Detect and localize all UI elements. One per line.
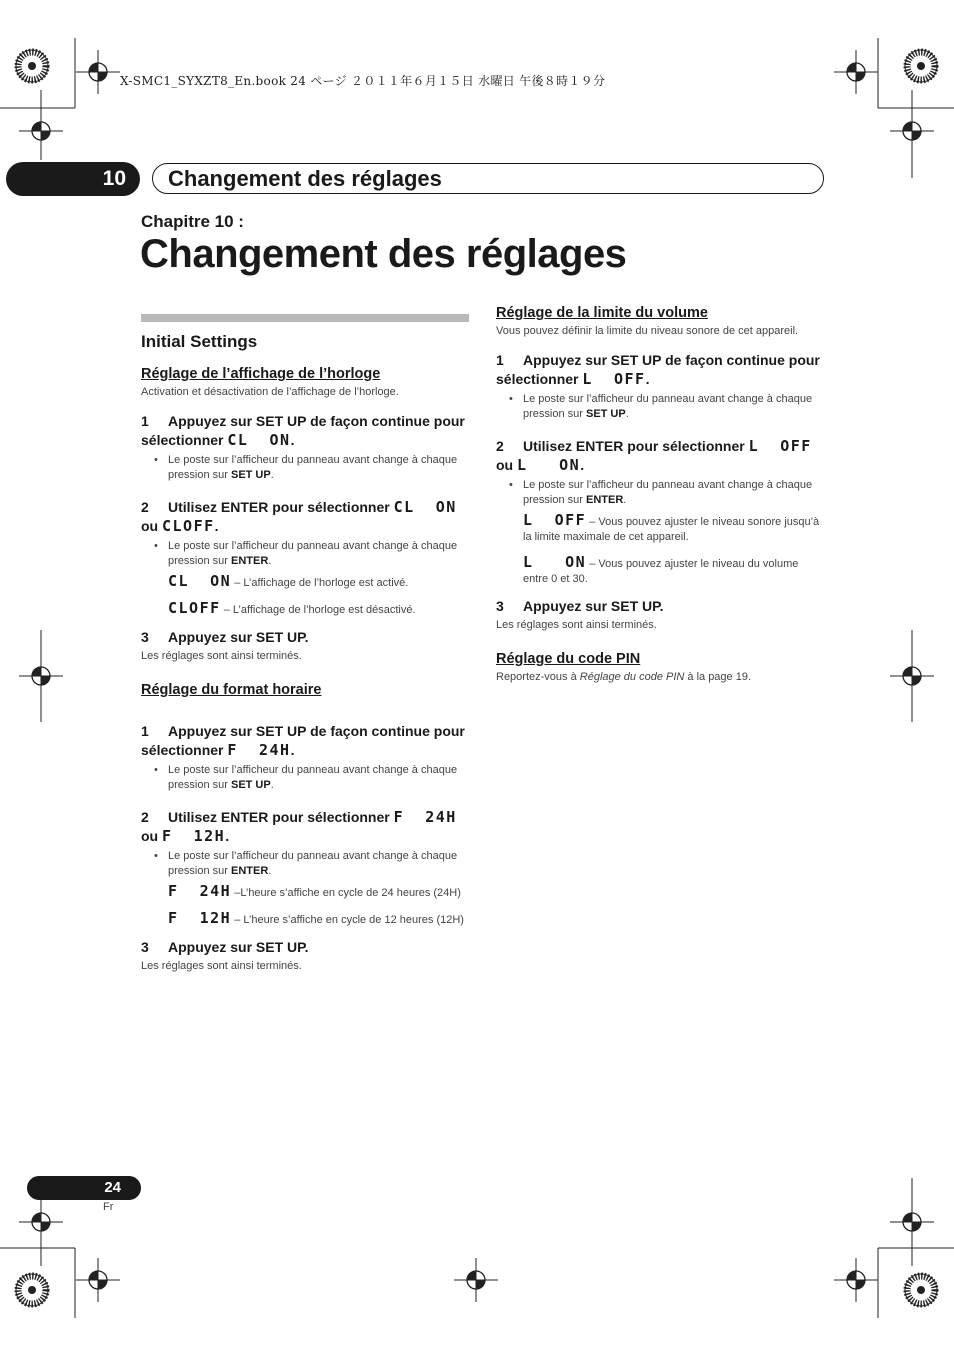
volume-done: Les réglages sont ainsi terminés.	[496, 619, 657, 631]
format-step-2: 2 Utilisez ENTER pour sélectionner F 24H ou F 12H.	[141, 808, 457, 845]
volume-step-3: 3 Appuyez sur SET UP.	[496, 598, 664, 614]
chapter-number-badge: 10	[6, 162, 140, 196]
volume-step-2: 2 Utilisez ENTER pour sélectionner L OFF ou L ON.	[496, 437, 812, 474]
clock-option-off: CLOFF – L’affichage de l’horloge est désactivé.	[168, 599, 416, 617]
lcd-text: CL ON	[227, 431, 291, 449]
chapter-label: Chapitre 10 :	[141, 212, 244, 231]
right-column	[496, 305, 826, 697]
format-heading: Réglage du format horaire	[141, 682, 322, 698]
clock-done: Les réglages sont ainsi terminés.	[141, 650, 302, 662]
print-header-line: X-SMC1_SYXZT8_En.book 24 ページ ２０１１年６月１５日 水曜日 午後８時１９分	[120, 74, 606, 88]
format-bullet-1: • Le poste sur l’afficheur du panneau avant change à chaque pression sur SET UP.	[141, 763, 471, 792]
clock-step-2: 2 Utilisez ENTER pour sélectionner CL ON ou CLOFF.	[141, 498, 457, 535]
clock-option-on: CL ON – L’affichage de l’horloge est activé.	[168, 572, 409, 590]
chapter-header-title: Changement des réglages	[152, 163, 824, 194]
pin-heading: Réglage du code PIN	[496, 651, 641, 667]
format-step-1: 1 Appuyez sur SET UP de façon continue pour sélectionner F 24H.	[141, 723, 465, 759]
page-title: Changement des réglages	[140, 232, 627, 276]
format-bullet-2: • Le poste sur l’afficheur du panneau avant change à chaque pression sur ENTER.	[141, 849, 471, 878]
page-language: Fr	[103, 1201, 114, 1213]
format-step-3: 3 Appuyez sur SET UP.	[141, 939, 309, 955]
format-option-24h: F 24H –L’heure s’affiche en cycle de 24 heures (24H)	[168, 882, 461, 900]
clock-heading: Réglage de l’affichage de l’horloge	[141, 366, 381, 382]
pin-text: Reportez-vous à Réglage du code PIN à la page 19.	[496, 671, 752, 683]
left-column	[141, 314, 471, 992]
volume-option-off: L OFF – Vous pouvez ajuster le niveau sonore jusqu’à la limite maximale de cet appareil.	[523, 511, 820, 543]
volume-bullet-2: • Le poste sur l’afficheur du panneau avant change à chaque pression sur ENTER.	[496, 478, 826, 507]
section-divider-bar	[141, 314, 469, 322]
volume-bullet-1: • Le poste sur l’afficheur du panneau avant change à chaque pression sur SET UP.	[496, 392, 826, 421]
clock-bullet-2: • Le poste sur l’afficheur du panneau avant change à chaque pression sur ENTER.	[141, 539, 471, 568]
volume-option-on: L ON – Vous pouvez ajuster le niveau du volume entre 0 et 30.	[523, 553, 799, 585]
clock-intro: Activation et désactivation de l’affichage de l’horloge.	[141, 386, 399, 398]
format-option-12h: F 12H – L’heure s’affiche en cycle de 12 heures (12H)	[168, 909, 464, 927]
clock-bullet-1: • Le poste sur l’afficheur du panneau avant change à chaque pression sur SET UP.	[141, 453, 471, 482]
pin-page-reference[interactable]: Réglage du code PIN	[579, 671, 685, 683]
section-title: Initial Settings	[141, 332, 258, 351]
format-done: Les réglages sont ainsi terminés.	[141, 960, 302, 972]
clock-step-3: 3 Appuyez sur SET UP.	[141, 629, 309, 645]
volume-step-1: 1 Appuyez sur SET UP de façon continue pour sélectionner L OFF.	[496, 352, 820, 388]
volume-intro: Vous pouvez définir la limite du niveau sonore de cet appareil.	[496, 325, 799, 337]
volume-heading: Réglage de la limite du volume	[496, 305, 708, 321]
page-number: 24	[27, 1176, 141, 1200]
clock-step-1: 1 Appuyez sur SET UP de façon continue pour sélectionner CL ON.	[141, 413, 465, 449]
